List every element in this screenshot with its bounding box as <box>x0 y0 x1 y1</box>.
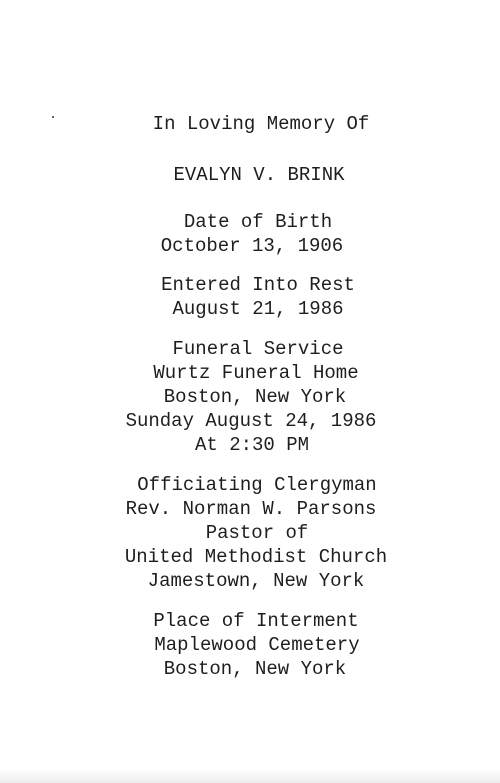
funeral-label: Funeral Service <box>172 338 344 360</box>
funeral-home: Wurtz Funeral Home <box>153 362 359 384</box>
page-edge-shadow <box>0 769 500 783</box>
rest-date: August 21, 1986 <box>172 298 344 320</box>
church-location: Jamestown, New York <box>147 570 365 592</box>
birth-date: October 13, 1906 <box>160 235 344 257</box>
clergy-title: Pastor of <box>205 522 309 544</box>
deceased-name: EVALYN V. BRINK <box>173 164 345 186</box>
funeral-location: Boston, New York <box>163 386 347 408</box>
funeral-date: Sunday August 24, 1986 <box>125 410 377 432</box>
funeral-time: At 2:30 PM <box>194 434 310 456</box>
birth-label: Date of Birth <box>183 211 333 233</box>
rest-label: Entered Into Rest <box>161 274 355 296</box>
church-name: United Methodist Church <box>124 546 388 568</box>
clergy-label: Officiating Clergyman <box>137 474 377 496</box>
interment-location: Boston, New York <box>163 658 347 680</box>
card-heading: In Loving Memory Of <box>152 113 370 135</box>
interment-label: Place of Interment <box>153 610 359 632</box>
clergy-name: Rev. Norman W. Parsons <box>125 498 377 520</box>
cemetery-name: Maplewood Cemetery <box>154 634 360 656</box>
